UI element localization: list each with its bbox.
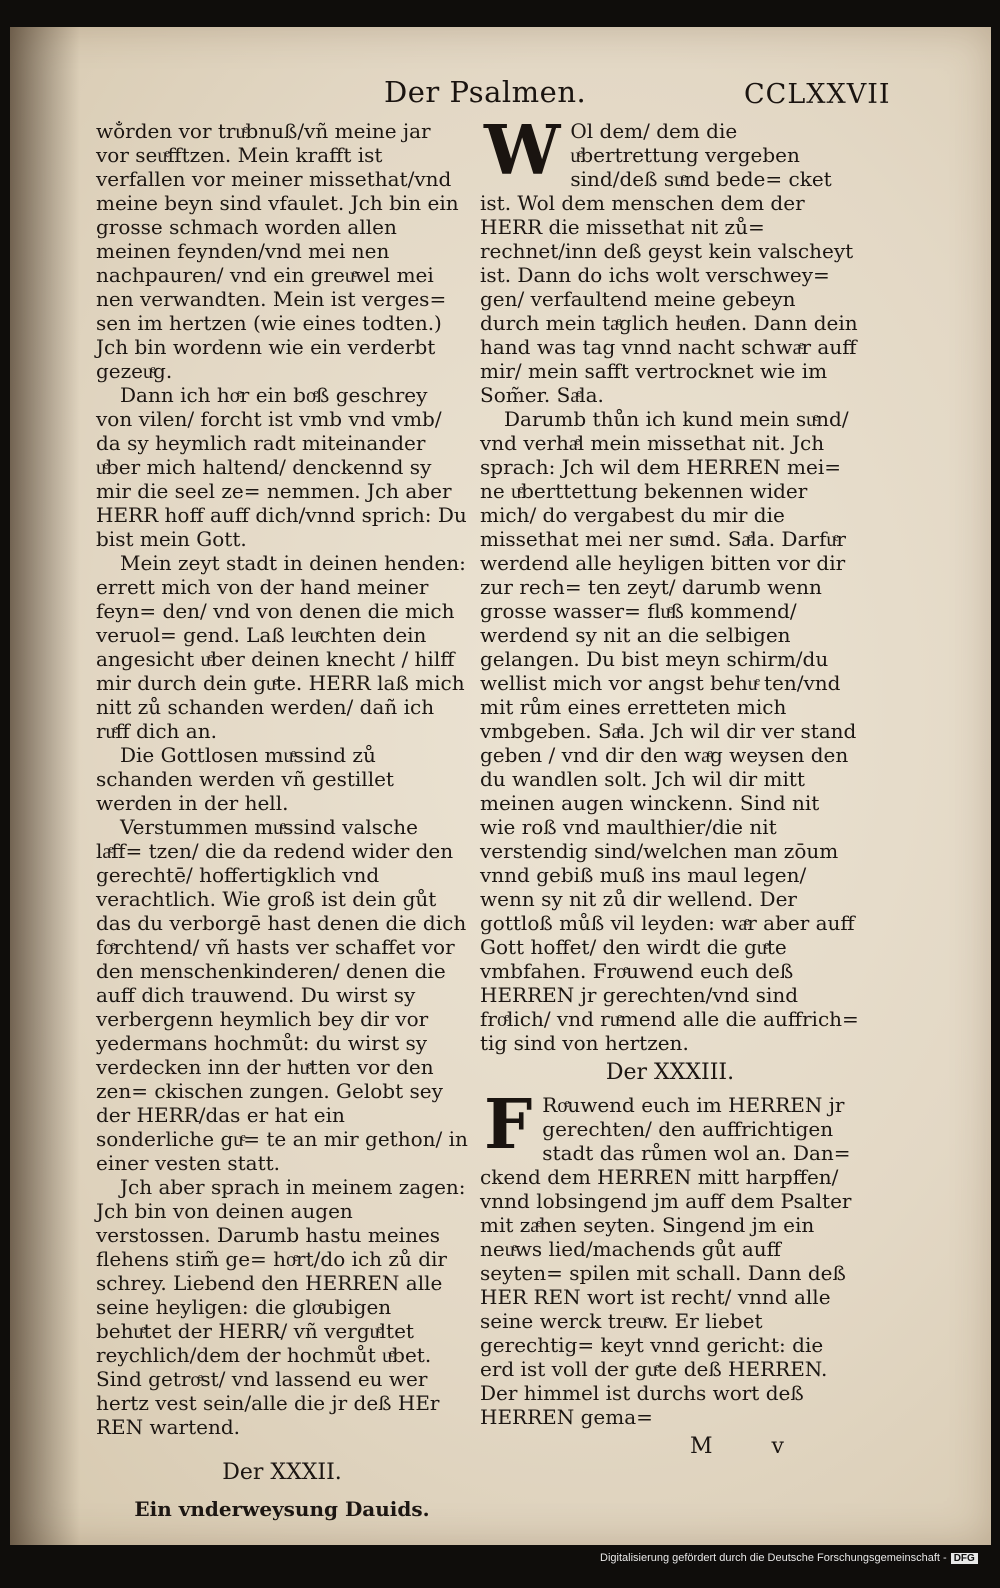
section-subtitle: Ein vnderweysung Dauids. bbox=[134, 1497, 430, 1521]
paragraph: Jch aber sprach in meinem zagen: Jch bin von deinen augen verstossen. Darumb hastu meines flehens stim̃ ge= hoͤrt/do ich zů dir schrey. Liebend den HERREN alle seine heyligen: die gloͤubigen behuͤtet der HERR/ vñ verguͤltet reychlich/dem der hochmůt uͤbet. Sind getroͤst/ vnd lassend eu wer hertz vest sein/alle die jr deß HEr REN wartend. bbox=[96, 1175, 466, 1439]
book-page bbox=[10, 27, 991, 1545]
folio-number: CCLXXVII bbox=[744, 79, 891, 110]
running-head: Der Psalmen. bbox=[384, 75, 587, 109]
left-column bbox=[96, 119, 468, 1521]
right-column bbox=[480, 111, 860, 1459]
section-heading: Der XXXIII. bbox=[605, 1060, 735, 1085]
credit-text: Digitalisierung gefördert durch die Deutsche Forschungsgemeinschaft - bbox=[600, 1552, 947, 1564]
section-heading: Der XXXII. bbox=[222, 1460, 342, 1485]
drop-cap: F bbox=[484, 1085, 533, 1165]
paragraph: Dann ich hoͤr ein boͤß geschrey von vilen/ forcht ist vmb vnd vmb/ da sy heymlich radt miteinander uͤber mich haltend/ denckennd sy mir die seel ze= nemmen. Jch aber HERR hoff auff dich/vnnd sprich: Du bist mein Gott. bbox=[96, 383, 467, 551]
paragraph: Die Gottlosen muͤssind zů schanden werden vñ gestillet werden in der hell. bbox=[96, 743, 394, 815]
paragraph: Darumb thůn ich kund mein suͤnd/ vnd verhaͤl mein missethat nit. Jch sprach: Jch wil dem HERREN mei= ne uͤberttettung bekennen wider mich/ do vergabest du mir die missethat mei ner suͤnd. Saͤla. Darfuͤr werdend alle heyligen bitten vor dir zur rech= ten zeyt/ darumb wenn grosse wasser= fluͤß kommend/ werdend sy nit an die selbigen gelangen. Du bist meyn schirm/du wellist mich vor angst behuͤ ten/vnd mit rům eines erretteten mich vmbgeben. Saͤla. Jch wil dir ver stand geben / vnd dir den waͤg weysen den du wandlen solt. Jch wil dir mitt meinen augen winckenn. Sind nit wie roß vnd maulthier/die nit verstendig sind/welchen man zōum vnnd gebiß muß ins maul legen/ wenn sy nit zů dir wellend. Der gottloß můß vil leyden: waͤr aber auff Gott hoffet/ den wirdt die guͤte vmbfahen. Froͤuwend euch deß HERREN jr gerechten/vnd sind froͤlich/ vnd ruͤmend alle die auffrich= tig sind von hertzen. bbox=[480, 407, 859, 1055]
paragraph: Mein zeyt stadt in deinen henden: errett mich von der hand meiner feyn= den/ vnd von denen die mich veruol= gend. Laß leuͤchten dein angesicht uͤber deinen knecht / hilff mir durch dein guͤte. HERR laß mich nitt zů schanden werden/ dañ ich ruͤff dich an. bbox=[96, 551, 466, 743]
dfg-logo: DFG bbox=[951, 1553, 978, 1564]
page-gutter-shadow bbox=[10, 27, 80, 1545]
paragraph: Verstummen muͤssind valsche laͤff= tzen/ die da redend wider den gerechtē/ hoffertigklich vnd verachtlich. Wie groß ist dein gůt das du verborgē hast denen die dich foͤrchtend/ vñ hasts ver schaffet vor den menschenkinderen/ denen die auff dich trauwend. Du wirst sy verbergenn heymlich bey dir vor yedermans hochmůt: du wirst sy verdecken inn der huͤtten vor den zen= ckischen zungen. Gelobt sey der HERR/das er hat ein sonderliche guͤ= te an mir gethon/ in einer vesten statt. bbox=[96, 815, 468, 1175]
paragraph: Ol dem/ dem die uͤbertrettung vergeben sind/deß suͤnd bede= cket ist. Wol dem menschen dem der HERR die missethat nit zů= rechnet/inn deß geyst kein valscheyt ist. Dann do ichs wolt verschwey= gen/ verfaultend meine gebeyn durch mein taͤglich heuͤlen. Dann dein hand was tag vnnd nacht schwaͤr auff mir/ mein safft vertrocknet wie im Som̃er. Saͤla. bbox=[480, 119, 858, 407]
digitization-credit bbox=[600, 1552, 990, 1564]
paragraph: wo̐rden vor truͤbnuß/vñ meine jar vor seuͤfftzen. Mein krafft ist verfallen vor meiner missethat/vnd meine beyn sind vfaulet. Jch bin ein grosse schmach worden allen meinen feynden/vnd mei nen nachpauren/ vnd ein greuͤwel mei nen verwandten. Mein ist verges= sen im hertzen (wie eines todten.) Jch bin wordenn wie ein verderbt gezeuͤg. bbox=[96, 119, 459, 383]
drop-cap: W bbox=[484, 111, 561, 191]
paragraph: Roͤuwend euch im HERREN jr gerechten/ den auffrichtigen stadt das růmen wol an. Dan= ckend dem HERREN mitt harpffen/ vnnd lobsingend jm auff dem Psalter mit zaͤhen seyten. Singend jm ein neuͤws lied/machends gůt auff seyten= spilen mit schall. Dann deß HER REN wort ist recht/ vnnd alle seine werck treuͤw. Er liebet gerechtig= keyt vnnd gericht: die erd ist voll der guͤte deß HERREN. Der himmel ist durchs wort deß HERREN gema= bbox=[480, 1093, 852, 1429]
signature-mark: M v bbox=[690, 1434, 810, 1459]
